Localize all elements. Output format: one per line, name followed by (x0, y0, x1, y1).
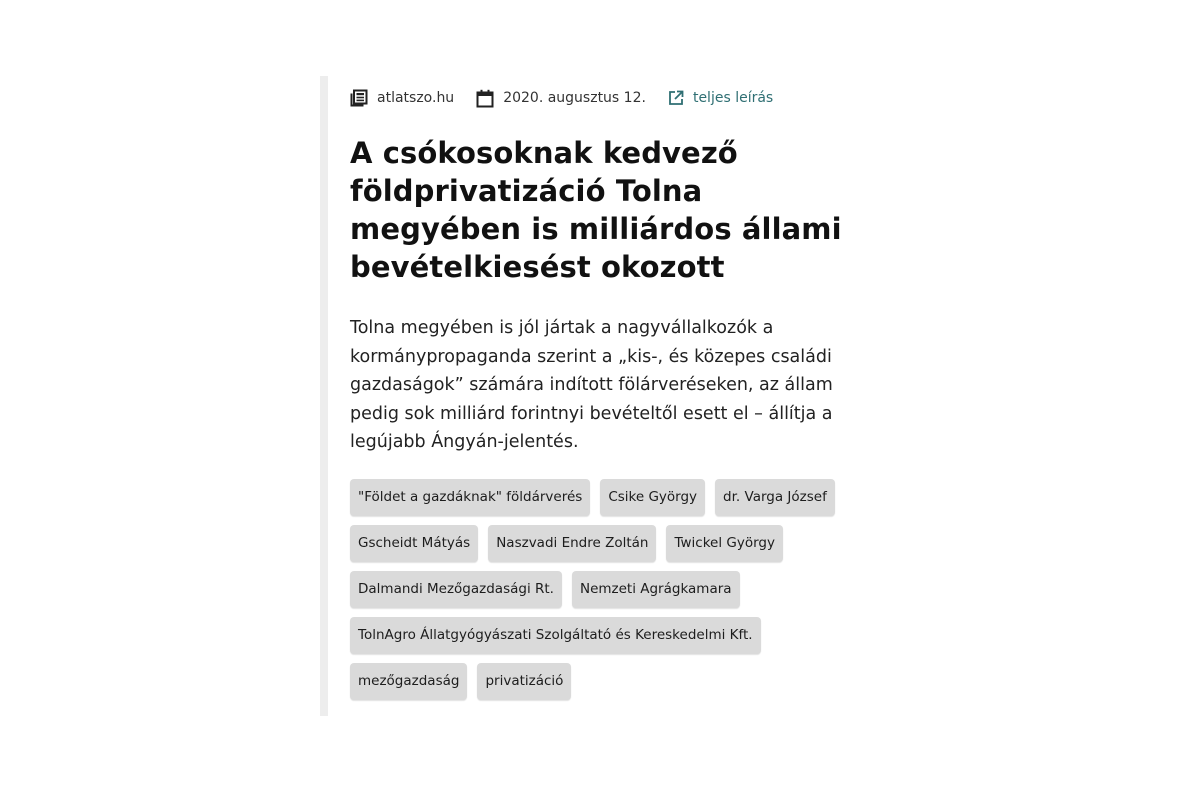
article-lead: Tolna megyében is jól jártak a nagyvállalkozók a kormánypropaganda szerint a „kis-, és közepes családi gazdaságok” számára indított fölárveréseken, az állam pedig sok milliárd forintnyi bevételtől esett el – állítja a legújabb Ángyán-jelentés. (350, 318, 833, 452)
tag-row (350, 525, 870, 562)
tag-row (350, 479, 870, 516)
tag-csike-gyorgy[interactable]: Csike György (600, 479, 705, 516)
tag-naszvadi-endre-zoltan[interactable]: Naszvadi Endre Zoltán (488, 525, 656, 562)
tag-row (350, 617, 870, 654)
tag-tolnagro[interactable]: TolnAgro Állatgyógyászati Szolgáltató és Kereskedelmi Kft. (350, 617, 761, 654)
source-meta (350, 89, 454, 107)
tag-gscheidt-matyas[interactable]: Gscheidt Mátyás (350, 525, 478, 562)
article-card (320, 76, 880, 716)
date-meta (476, 89, 646, 108)
tag-list (350, 479, 870, 700)
tag-nemzeti-agragkamara[interactable]: Nemzeti Agrágkamara (572, 571, 740, 608)
tag-mezogazdasag[interactable]: mezőgazdaság (350, 663, 467, 700)
tag-row (350, 663, 870, 700)
tag-varga-jozsef[interactable]: dr. Varga József (715, 479, 835, 516)
full-description-link[interactable] (668, 90, 773, 106)
article-title[interactable]: A csókosoknak kedvező földprivatizáció Tolna megyében is milliárdos állami bevételkiesést okozott (350, 136, 842, 284)
tag-twickel-gyorgy[interactable]: Twickel György (666, 525, 783, 562)
article-meta (350, 78, 880, 118)
newspaper-icon (350, 89, 368, 107)
tag-dalmandi-mezogazdasagi[interactable]: Dalmandi Mezőgazdasági Rt. (350, 571, 562, 608)
tag-privatizacio[interactable]: privatizáció (477, 663, 571, 700)
calendar-icon (476, 89, 494, 108)
source-name: atlatszo.hu (377, 90, 455, 106)
tag-row (350, 571, 870, 608)
publish-date: 2020. augusztus 12. (503, 90, 646, 106)
external-link-icon (668, 90, 684, 106)
full-description-label[interactable]: teljes leírás (692, 90, 774, 106)
tag-foldet-a-gazdaknak[interactable]: "Földet a gazdáknak" földárverés (350, 479, 590, 516)
